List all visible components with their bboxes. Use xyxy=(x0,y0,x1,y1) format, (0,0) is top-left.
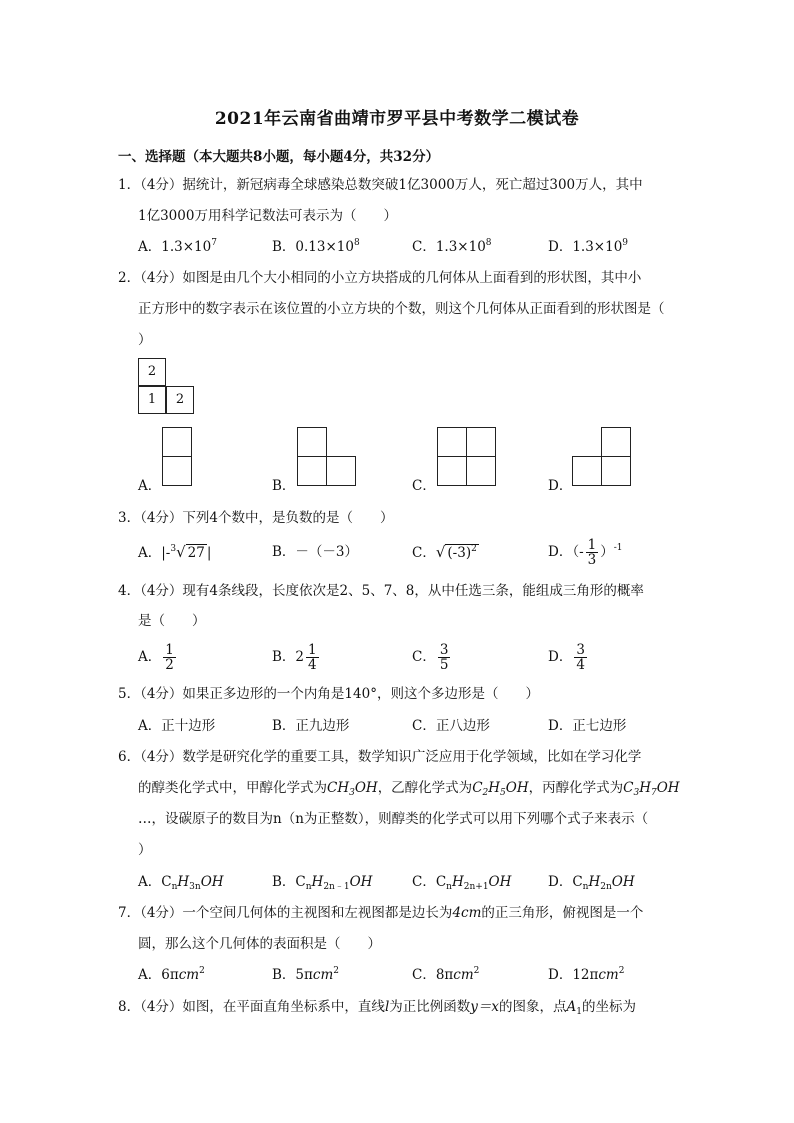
q3-option-a: A．|-$^3$√ 27 | xyxy=(138,543,212,561)
q7-option-d: D．12πcm$^2$ xyxy=(548,966,625,983)
q2-b-block-bottom-left xyxy=(297,456,327,486)
q5-line1: 5．（4分）如果正多边形的一个内角是140°，则这个多边形是（ ） xyxy=(118,686,539,702)
q2-option-c-label: C． xyxy=(412,478,436,494)
q2-c-block-1 xyxy=(437,427,467,457)
q2-b-block-bottom-right xyxy=(326,456,356,486)
q4-option-d: D． $\frac{3}{4}$ xyxy=(548,642,585,673)
q6-option-b: B．$C_nH_{2n﹣1}OH$ xyxy=(272,874,373,892)
q2-line1: 2．（4分）如图是由几个大小相同的小立方块搭成的几何体从上面看到的形状图，其中小 xyxy=(118,270,642,286)
q6-line4: ） xyxy=(138,842,152,858)
q2-b-block-top xyxy=(297,427,327,457)
q4-option-b: B．2 $\frac{1}{4}$ xyxy=(272,642,317,673)
q2-option-b-label: B． xyxy=(272,478,296,494)
q5-option-d: D．正七边形 xyxy=(548,718,627,734)
q6-option-d: D．$C_nH_{2n}OH$ xyxy=(548,874,635,892)
q3-option-b: B．－（－3） xyxy=(272,544,359,560)
q7-option-c: C．8πcm$^2$ xyxy=(412,966,480,983)
q1-line2: 1亿3000万用科学记数法可表示为（ ） xyxy=(138,208,397,224)
q5-option-a: A．正十边形 xyxy=(138,718,216,734)
q8-line1: 8．（4分）如图，在平面直角坐标系中，直线l为正比例函数y＝x的图象，点$A_1$的坐标为 xyxy=(118,999,636,1017)
q6-line3: …，设碳原子的数目为n（n为正整数），则醇类的化学式可以用下列哪个式子来表示（ xyxy=(138,811,649,827)
grid-cell-bottom-left: 1 xyxy=(138,386,166,414)
q1-option-a: A．$1.3\times 10^7$ xyxy=(138,238,217,255)
q2-c-block-4 xyxy=(466,456,496,486)
q6-line1: 6．（4分）数学是研究化学的重要工具，数学知识广泛应用于化学领域，比如在学习化学 xyxy=(118,749,642,765)
q3-line1: 3．（4分）下列4个数中，是负数的是（ ） xyxy=(118,510,394,526)
page-title: 2021年云南省曲靖市罗平县中考数学二模试卷 xyxy=(214,109,580,129)
q1-option-b: B．$0.13\times 10^8$ xyxy=(272,238,360,255)
section-heading: 一、选择题（本大题共8小题，每小题4分，共32分） xyxy=(118,149,440,165)
q3-option-d: D．（- $\frac{1}{3}$ ）$^{-1}$ xyxy=(548,537,623,568)
q5-option-c: C．正八边形 xyxy=(412,718,490,734)
q7-line1: 7．（4分）一个空间几何体的主视图和左视图都是边长为4cm的正三角形，俯视图是一个 xyxy=(118,905,644,921)
q1-line1: 1．（4分）据统计，新冠病毒全球感染总数突破1亿3000万人，死亡超过300万人，其中 xyxy=(118,177,643,193)
q2-d-block-top xyxy=(601,427,631,457)
q2-option-a-label: A． xyxy=(138,478,162,494)
q5-option-b: B．正九边形 xyxy=(272,718,350,734)
grid-cell-top: 2 xyxy=(138,358,166,386)
q2-d-block-bottom-right xyxy=(601,456,631,486)
q1-option-d: D．$1.3\times 10^9$ xyxy=(548,238,629,255)
grid-cell-bottom-right: 2 xyxy=(166,386,194,414)
q4-option-c: C． $\frac{3}{5}$ xyxy=(412,642,449,673)
q2-d-block-bottom-left xyxy=(572,456,602,486)
q2-c-block-3 xyxy=(437,456,467,486)
q6-line2: 的醇类化学式中，甲醇化学式为$CH_3OH$，乙醇化学式为$C_2H_5OH$，丙醇化学式为$C_3H_7OH$ xyxy=(138,780,680,798)
q2-c-block-2 xyxy=(466,427,496,457)
q4-line2: 是（ ） xyxy=(138,613,206,629)
q2-option-d-label: D． xyxy=(548,478,573,494)
q4-line1: 4．（4分）现有4条线段，长度依次是2、5、7、8，从中任选三条，能组成三角形的概率 xyxy=(118,583,644,599)
q2-a-block-bottom xyxy=(162,456,192,486)
q2-line2: 正方形中的数字表示在该位置的小立方块的个数，则这个几何体从正面看到的形状图是（ xyxy=(138,301,665,317)
q2-line3: ） xyxy=(138,332,152,348)
q7-option-a: A．6πcm$^2$ xyxy=(138,966,205,983)
q7-option-b: B．5πcm$^2$ xyxy=(272,966,339,983)
q6-option-a: A．$C_nH_{3n}OH$ xyxy=(138,874,224,892)
q1-option-c: C．$1.3\times 10^8$ xyxy=(412,238,492,255)
q7-line2: 圆，那么这个几何体的表面积是（ ） xyxy=(138,936,381,952)
q4-option-a: A． $\frac{1}{2}$ xyxy=(138,642,174,673)
q6-option-c: C．$C_nH_{2n+1}OH$ xyxy=(412,874,512,892)
q2-a-block-top xyxy=(162,427,192,457)
q3-option-c: C．√ $(-3)^2$ xyxy=(412,543,477,561)
